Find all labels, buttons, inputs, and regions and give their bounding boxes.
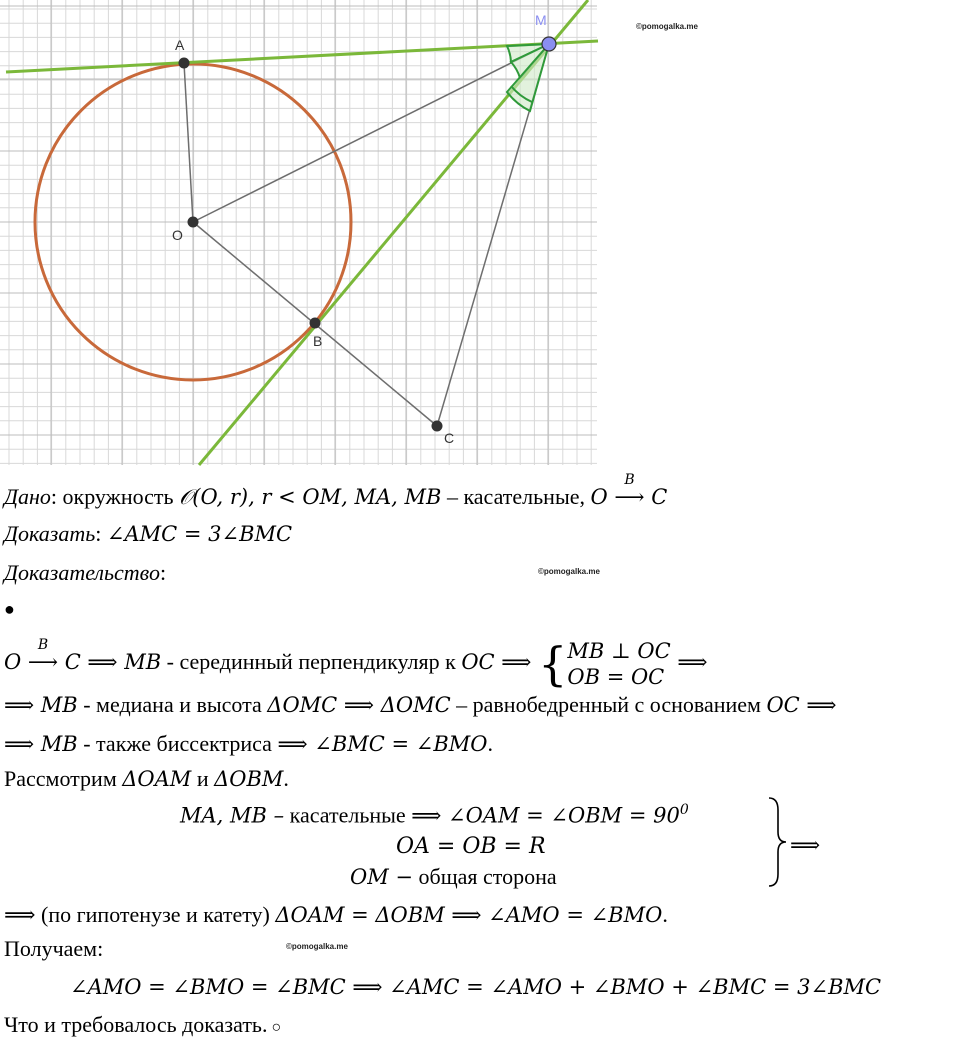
prove-label: Доказать	[4, 521, 96, 546]
prove-math: ∠AMC = 3∠BMC	[106, 522, 293, 546]
l3-c: ⟹ ∠BMC = ∠BMO	[277, 732, 488, 756]
point-a	[179, 58, 190, 69]
right-brace	[766, 796, 788, 888]
watermark: ©pomogalka.me	[636, 22, 698, 31]
l5-a: ⟹ (по гипотенузе и катету)	[4, 902, 276, 927]
point-b	[310, 318, 321, 329]
l1-o: O	[4, 650, 28, 675]
proof-line-2	[4, 690, 837, 720]
given-math-c: C	[644, 485, 668, 509]
c1-a: MA, MB –	[180, 803, 285, 828]
proof-line-4	[4, 764, 289, 794]
label-c: C	[444, 430, 455, 446]
system	[567, 638, 670, 690]
l2-b: - медиана и высота	[77, 692, 268, 717]
conditions-block	[150, 800, 790, 892]
bullet: ●	[4, 599, 15, 619]
proof-colon: :	[159, 560, 167, 585]
condition-3	[350, 864, 557, 890]
angle-marks	[507, 44, 549, 111]
l4-d: ΔOBM	[214, 767, 284, 791]
given-label: Дано	[4, 484, 51, 509]
l4-e: .	[283, 766, 289, 791]
l1-oc: OC ⟹	[461, 650, 539, 675]
l1-arrow-over: B	[37, 637, 49, 654]
given-arrow-over: B	[624, 472, 635, 488]
qed-mark: ○	[267, 1019, 282, 1036]
l2-a: ⟹ MB	[4, 693, 78, 717]
l5-b: ΔOAM = ΔOBM ⟹ ∠AMO = ∠BMO	[275, 903, 663, 927]
proof-heading	[4, 558, 166, 588]
proof-line-6: Получаем:	[4, 936, 104, 961]
proof-line-3	[4, 729, 493, 759]
c1-c: ⟹ ∠OAM = ∠OBM = 90	[411, 803, 680, 828]
c1-b: касательные	[284, 802, 412, 828]
proof-line-7: ∠AMO = ∠BMO = ∠BMC ⟹ ∠AMC = ∠AMO + ∠BMO + ∠BMC = 3∠BMC	[70, 975, 882, 999]
label-m: M	[535, 12, 547, 28]
l1-arrow	[27, 637, 59, 677]
given-arrow	[614, 472, 645, 512]
segment-oa	[184, 63, 193, 222]
point-o	[188, 217, 199, 228]
l1-end: ⟹	[670, 650, 708, 675]
grid	[0, 0, 597, 465]
prove-colon: :	[95, 521, 107, 546]
given-math-o: O	[590, 485, 615, 509]
segment-om	[193, 44, 549, 222]
given-sep: : окружность	[50, 484, 180, 509]
geometry-figure	[0, 0, 600, 470]
conditions-arrow: ⟹	[790, 833, 821, 857]
l4-a: Рассмотрим	[4, 766, 123, 791]
l4-c: и	[191, 766, 215, 791]
prove-line	[4, 519, 292, 549]
condition-2: OA = OB = R	[396, 834, 546, 859]
l1-text: - серединный перпендикуляр к	[161, 649, 462, 675]
l3-d: .	[487, 731, 494, 756]
l1-math: C ⟹ MB	[58, 650, 162, 675]
l2-d: – равнобедренный с основанием	[450, 692, 767, 717]
proof-line-8	[4, 1010, 281, 1043]
label-o: O	[172, 227, 183, 243]
l2-e: OC ⟹	[766, 693, 837, 717]
watermark: ©pomogalka.me	[286, 942, 348, 951]
given-rest: – касательные,	[441, 484, 591, 509]
label-b: B	[313, 333, 323, 349]
proof-line-1	[4, 637, 708, 691]
c3-b: общая сторона	[413, 864, 557, 889]
l5-c: .	[662, 902, 668, 927]
given-math: 𝒪(O, r), r < OM, MA, MB	[179, 485, 442, 509]
l4-b: ΔOAM	[122, 767, 192, 791]
watermark: ©pomogalka.me	[538, 567, 600, 576]
arrow-glyph: ⟶	[614, 485, 645, 509]
label-a: A	[175, 37, 185, 53]
proof-label: Доказательство	[4, 560, 160, 585]
left-brace: {	[538, 637, 568, 691]
l8-a: Что и требовалось доказать.	[4, 1012, 268, 1037]
condition-1	[180, 802, 689, 828]
point-m	[542, 37, 556, 51]
given-line	[4, 472, 668, 512]
l2-c: ΔOMC ⟹ ΔOMC	[267, 693, 451, 717]
arrow-glyph: ⟶	[27, 650, 59, 675]
c1-sup: 0	[679, 802, 689, 818]
point-c	[432, 421, 443, 432]
c3-a: OM −	[350, 865, 413, 889]
system-row-1: MB ⊥ OC	[567, 639, 671, 663]
system-row-2: OB = OC	[567, 665, 665, 689]
l3-b: - также биссектриса	[77, 731, 278, 756]
l3-a: ⟹ MB	[4, 732, 78, 756]
proof-line-5	[4, 900, 668, 930]
